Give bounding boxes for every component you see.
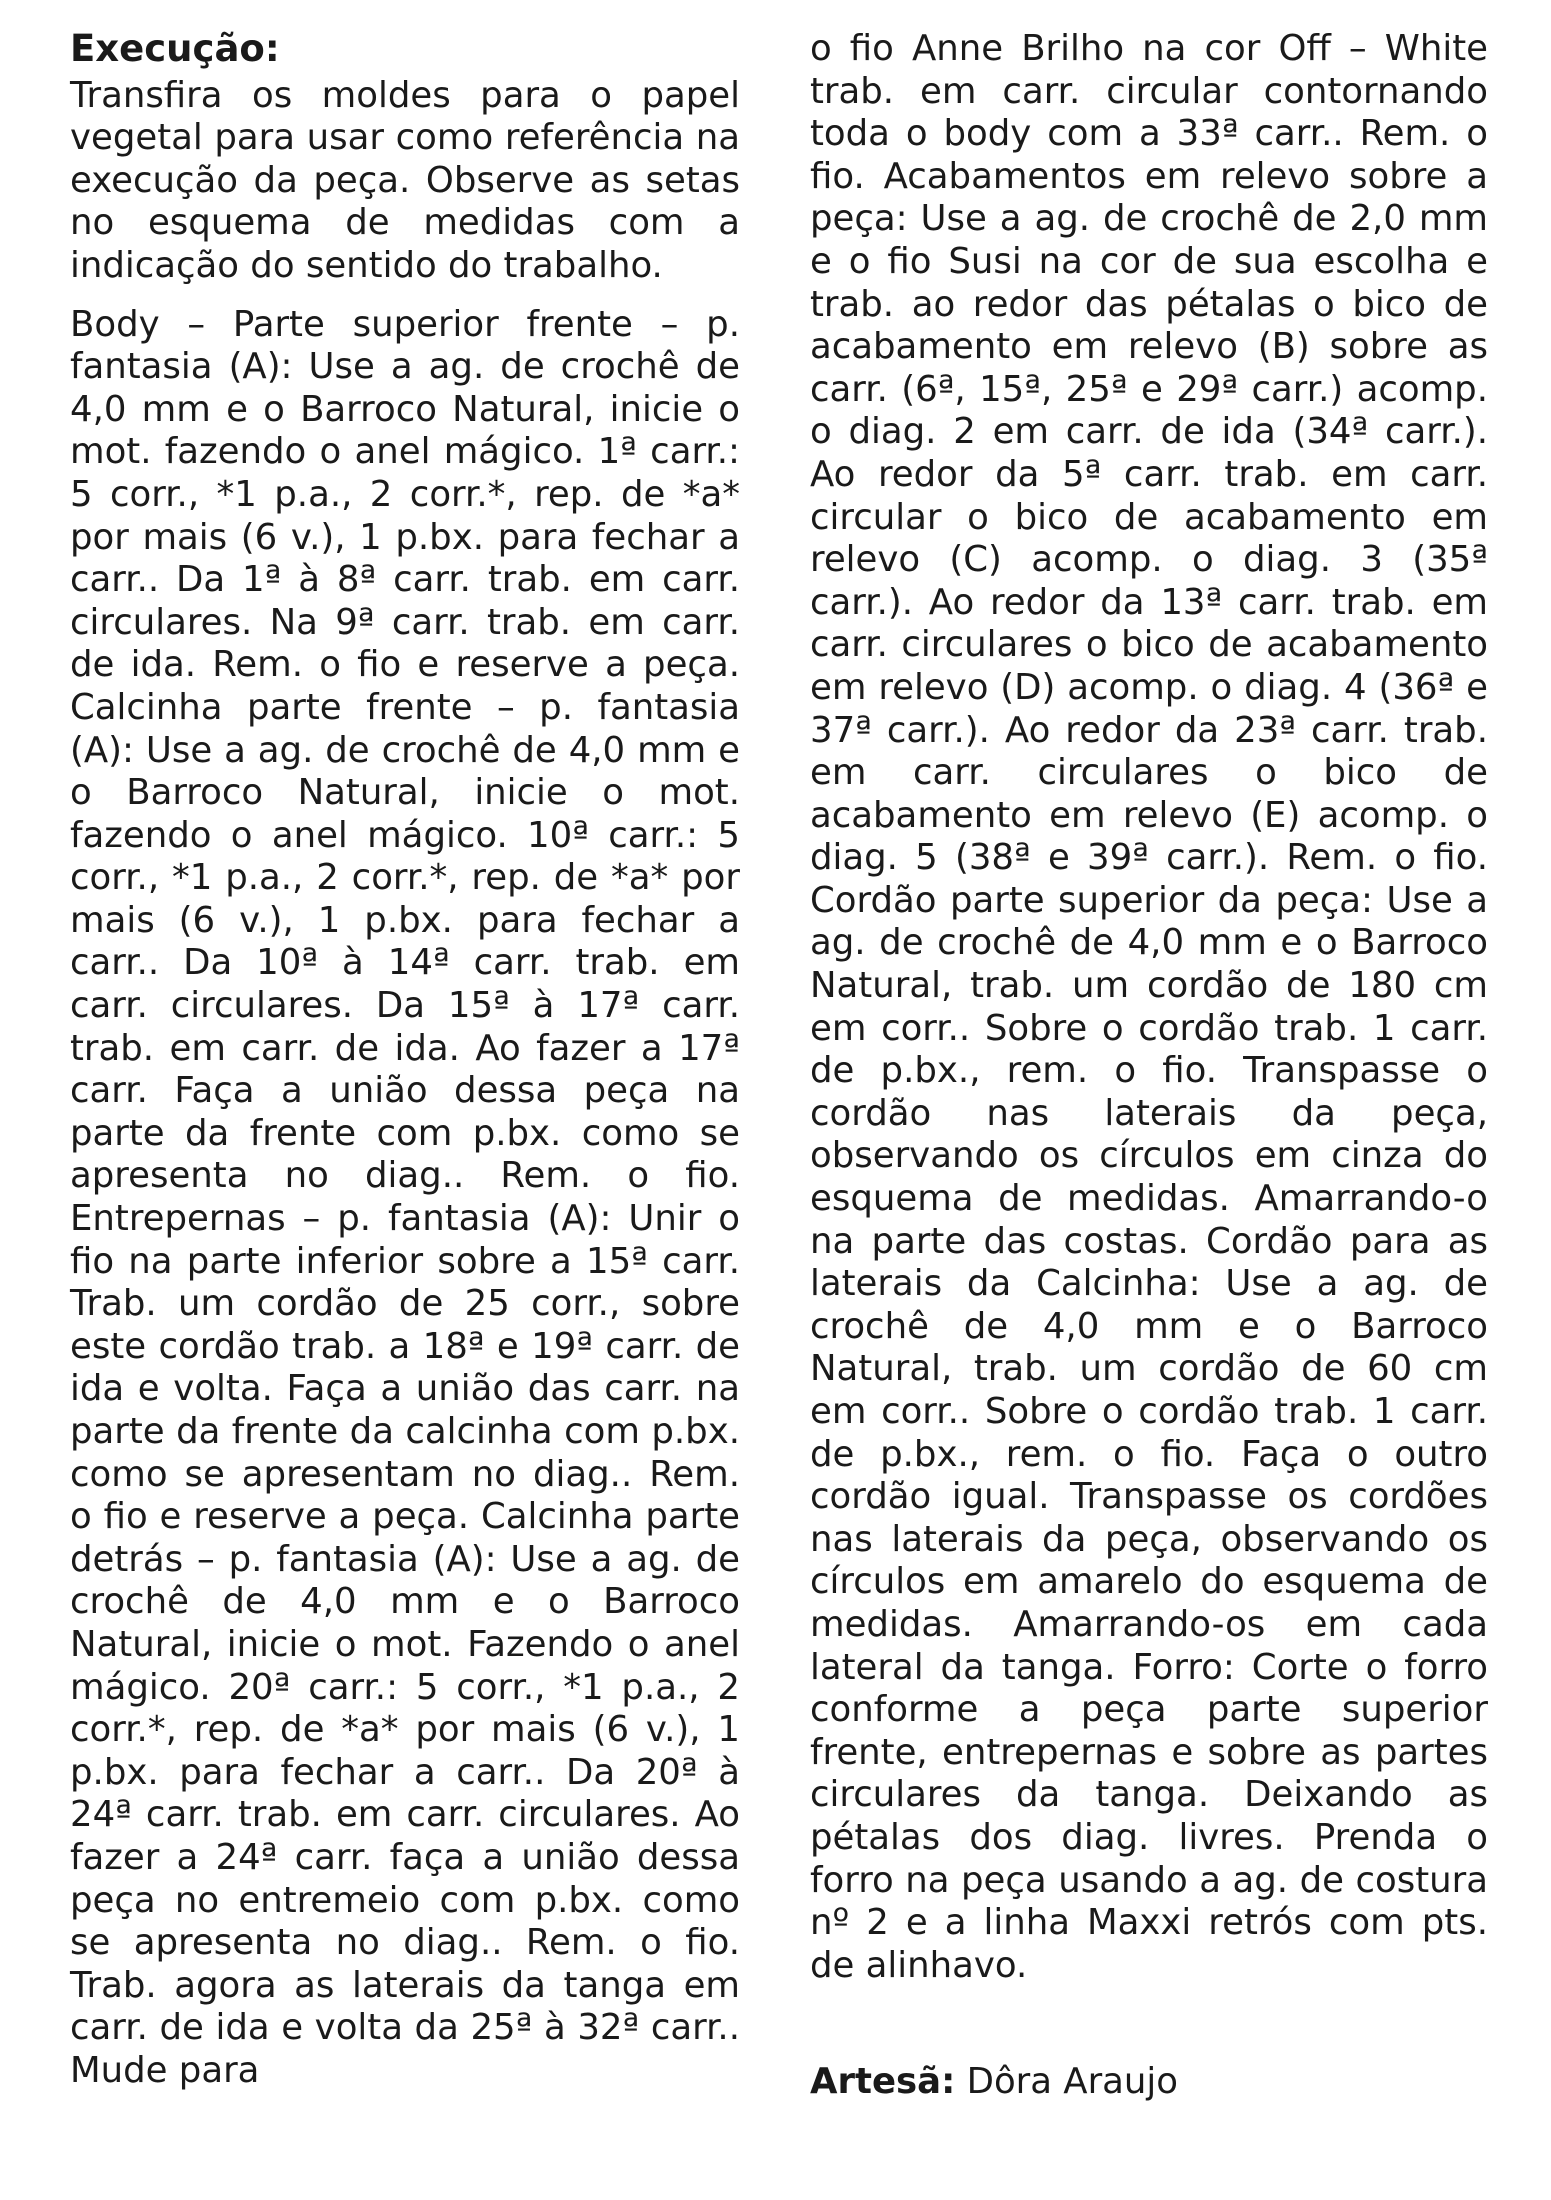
instructions-paragraph-left: Body – Parte superior frente – p. fantasia (A): Use a ag. de crochê de 4,0 mm e o Barroco Natural, inicie o mot. fazendo o anel mágico. 1ª carr.: 5 corr., *1 p.a., 2 corr.*, rep. de *a* por mais (6 v.), 1 p.bx. para fechar a carr.. Da 1ª à 8ª carr. trab. em carr. circulares. Na 9ª carr. trab. em carr. de ida. Rem. o fio e reserve a peça. Calcinha parte frente – p. fantasia (A): Use a ag. de crochê de 4,0 mm e o Barroco Natural, inicie o mot. fazendo o anel mágico. 10ª carr.: 5 corr., *1 p.a., 2 corr.*, rep. de *a* por mais (6 v.), 1 p.bx. para fechar a carr.. Da 10ª à 14ª carr. trab. em carr. circulares. Da 15ª à 17ª carr. trab. em carr. de ida. Ao fazer a 17ª carr. Faça a união dessa peça na parte da frente com p.bx. como se apresenta no diag.. Rem. o fio. Entrepernas – p. fantasia (A): Unir o fio na parte inferior sobre a 15ª carr. Trab. um cordão de 25 corr., sobre este cordão trab. a 18ª e 19ª carr. de ida e volta. Faça a união das carr. na parte da frente da calcinha com p.bx. como se apresentam no diag.. Rem. o fio e reserve a peça. Calcinha parte detrás – p. fantasia (A): Use a ag. de crochê de 4,0 mm e o Barroco Natural, inicie o mot. Fazendo o anel mágico. 20ª carr.: 5 corr., *1 p.a., 2 corr.*, rep. de *a* por mais (6 v.), 1 p.bx. para fechar a carr.. Da 20ª à 24ª carr. trab. em carr. circulares. Ao fazer a 24ª carr. faça a união dessa peça no entremeio com p.bx. como se apresenta no diag.. Rem. o fio. Trab. agora as laterais da tanga em carr. de ida e volta da 25ª à 32ª carr.. Mude para — [70, 303, 740, 2091]
credit-name: Dôra Araujo — [966, 2061, 1179, 2103]
right-column — [810, 28, 1488, 2104]
intro-paragraph: Transfira os moldes para o papel vegetal para usar como referência na execução da peça. Observe as setas no esquema de medidas com a indicação do sentido do trabalho. — [70, 74, 740, 286]
left-column — [70, 28, 740, 2093]
section-heading: Execução: — [70, 27, 280, 70]
credit-label: Artesã: — [810, 2061, 956, 2103]
artisan-credit — [810, 2061, 1488, 2104]
instructions-paragraph-right: o fio Anne Brilho na cor Off – White trab. em carr. circular contornando toda o body com a 33ª carr.. Rem. o fio. Acabamentos em relevo sobre a peça: Use a ag. de crochê de 2,0 mm e o fio Susi na cor de sua escolha e trab. ao redor das pétalas o bico de acabamento em relevo (B) sobre as carr. (6ª, 15ª, 25ª e 29ª carr.) acomp. o diag. 2 em carr. de ida (34ª carr.). Ao redor da 5ª carr. trab. em carr. circular o bico de acabamento em relevo (C) acomp. o diag. 3 (35ª carr.). Ao redor da 13ª carr. trab. em carr. circulares o bico de acabamento em relevo (D) acomp. o diag. 4 (36ª e 37ª carr.). Ao redor da 23ª carr. trab. em carr. circulares o bico de acabamento em relevo (E) acomp. o diag. 5 (38ª e 39ª carr.). Rem. o fio. Cordão parte superior da peça: Use a ag. de crochê de 4,0 mm e o Barroco Natural, trab. um cordão de 180 cm em corr.. Sobre o cordão trab. 1 carr. de p.bx., rem. o fio. Transpasse o cordão nas laterais da peça, observando os círculos em cinza do esquema de medidas. Amarrando-o na parte das costas. Cordão para as laterais da Calcinha: Use a ag. de crochê de 4,0 mm e o Barroco Natural, trab. um cordão de 60 cm em corr.. Sobre o cordão trab. 1 carr. de p.bx., rem. o fio. Faça o outro cordão igual. Transpasse os cordões nas laterais da peça, observando os círculos em amarelo do esquema de medidas. Amarrando-os em cada lateral da tanga. Forro: Corte o forro conforme a peça parte superior frente, entrepernas e sobre as partes circulares da tanga. Deixando as pétalas dos diag. livres. Prenda o forro na peça usando a ag. de costura nº 2 e a linha Maxxi retrós com pts. de alinhavo. — [810, 28, 1488, 1986]
